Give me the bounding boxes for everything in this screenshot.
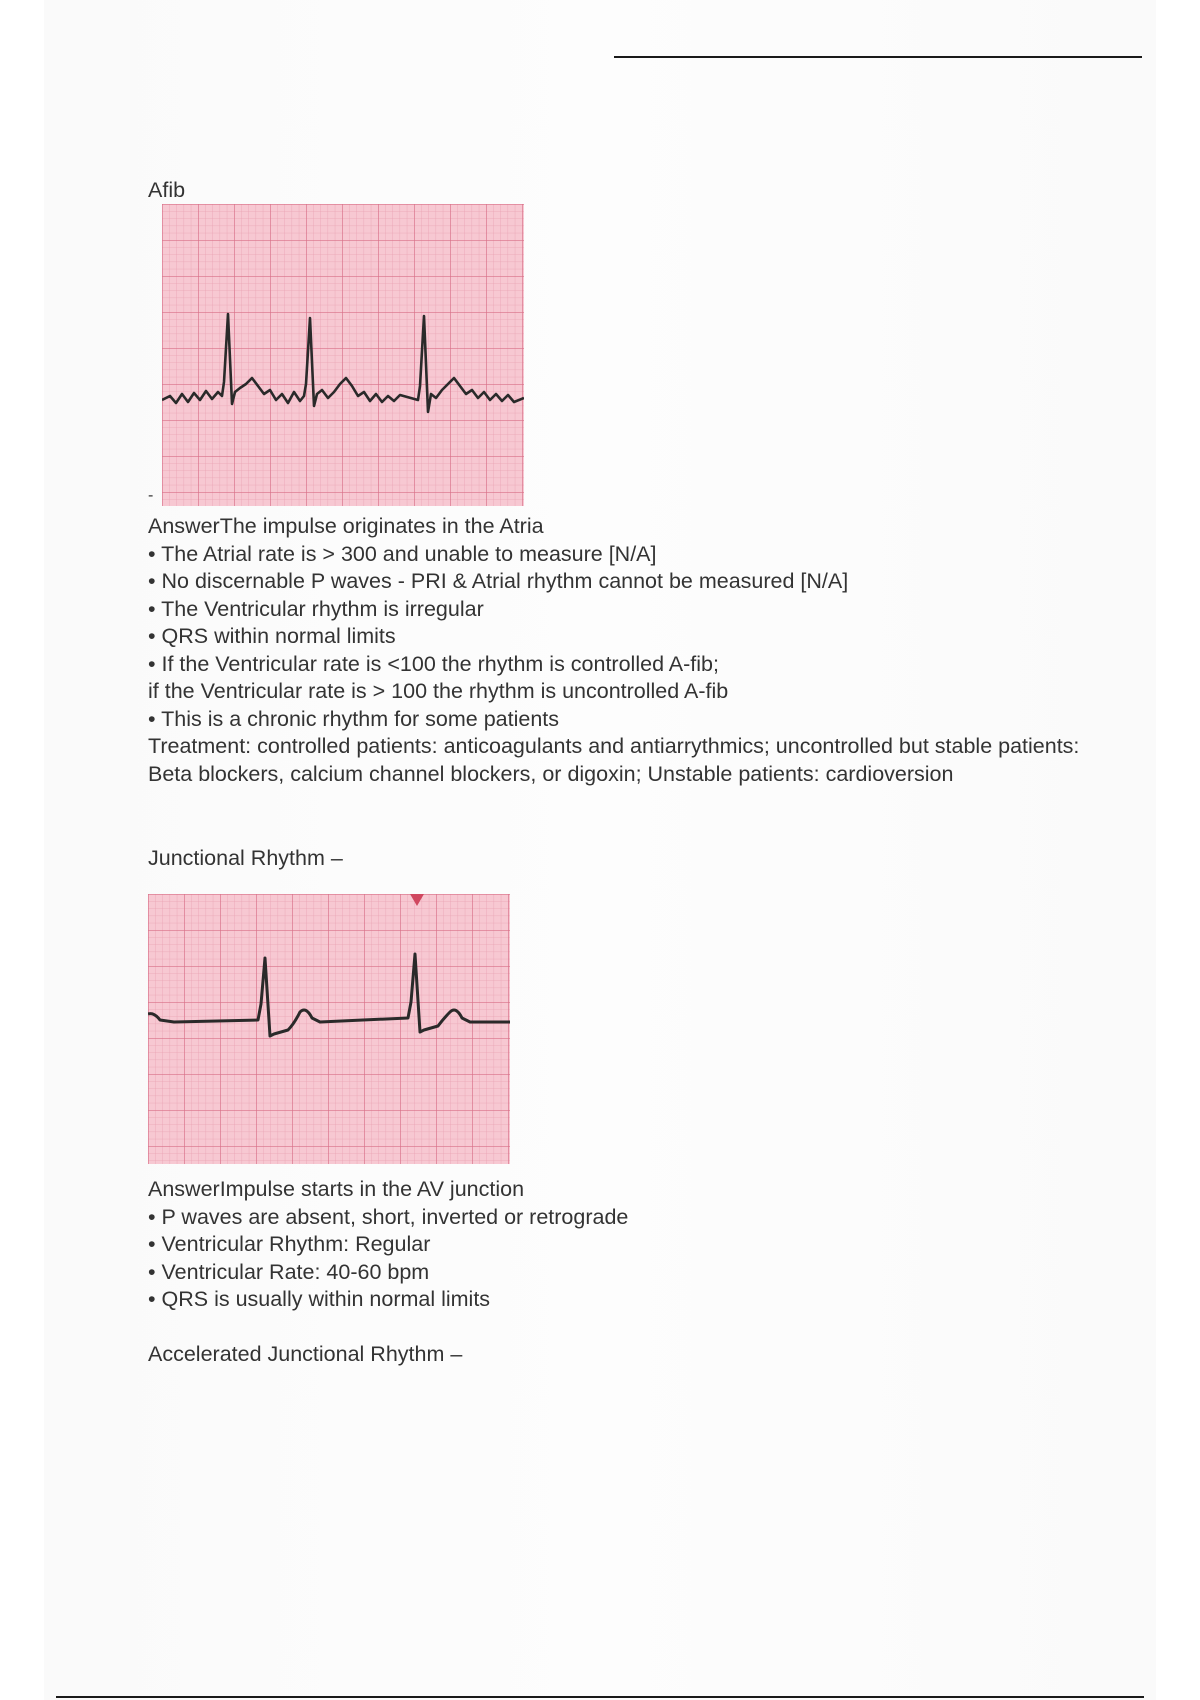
afib-ecg-image <box>162 204 524 506</box>
afib-bullet-6: if the Ventricular rate is > 100 the rhythm is uncontrolled A-fib <box>148 679 729 703</box>
afib-ecg-strip <box>162 204 524 506</box>
junctional-ecg-image <box>148 894 510 1164</box>
footer-rule <box>56 1696 1144 1698</box>
afib-bullet-1: • The Atrial rate is > 300 and unable to measure [N/A] <box>148 541 657 566</box>
junctional-bullet-1: • P waves are absent, short, inverted or retrograde <box>148 1204 629 1229</box>
afib-answer: AnswerThe impulse originates in the Atria <box>148 514 544 538</box>
junctional-answer: AnswerImpulse starts in the AV junction <box>148 1177 525 1201</box>
afib-bullet-4: • QRS within normal limits <box>148 624 396 648</box>
header-rule <box>614 56 1142 58</box>
junctional-title: Junctional Rhythm – <box>148 846 343 870</box>
accelerated-junctional-title: Accelerated Junctional Rhythm – <box>148 1342 463 1366</box>
junctional-bullet-3: • Ventricular Rate: 40-60 bpm <box>148 1259 430 1284</box>
afib-strip-marker: - <box>148 487 154 504</box>
junctional-bullet-2: • Ventricular Rhythm: Regular <box>148 1232 431 1256</box>
afib-treatment: Treatment: controlled patients: anticoagulants and antiarrythmics; uncontrolled but stable patients: Beta blockers, calcium channel blockers, or digoxin; Unstable patients: cardioversion <box>148 734 1080 786</box>
afib-bullet-2: • No discernable P waves - PRI & Atrial rhythm cannot be measured [N/A] <box>148 569 849 593</box>
afib-bullet-3: • The Ventricular rhythm is irregular <box>148 596 484 621</box>
junctional-ecg-strip <box>148 894 510 1164</box>
afib-title: Afib <box>148 178 186 202</box>
afib-bullet-7: • This is a chronic rhythm for some patients <box>148 706 560 731</box>
afib-bullet-5: • If the Ventricular rate is <100 the rhythm is controlled A-fib; <box>148 651 719 676</box>
junctional-bullet-4: • QRS is usually within normal limits <box>148 1287 491 1311</box>
